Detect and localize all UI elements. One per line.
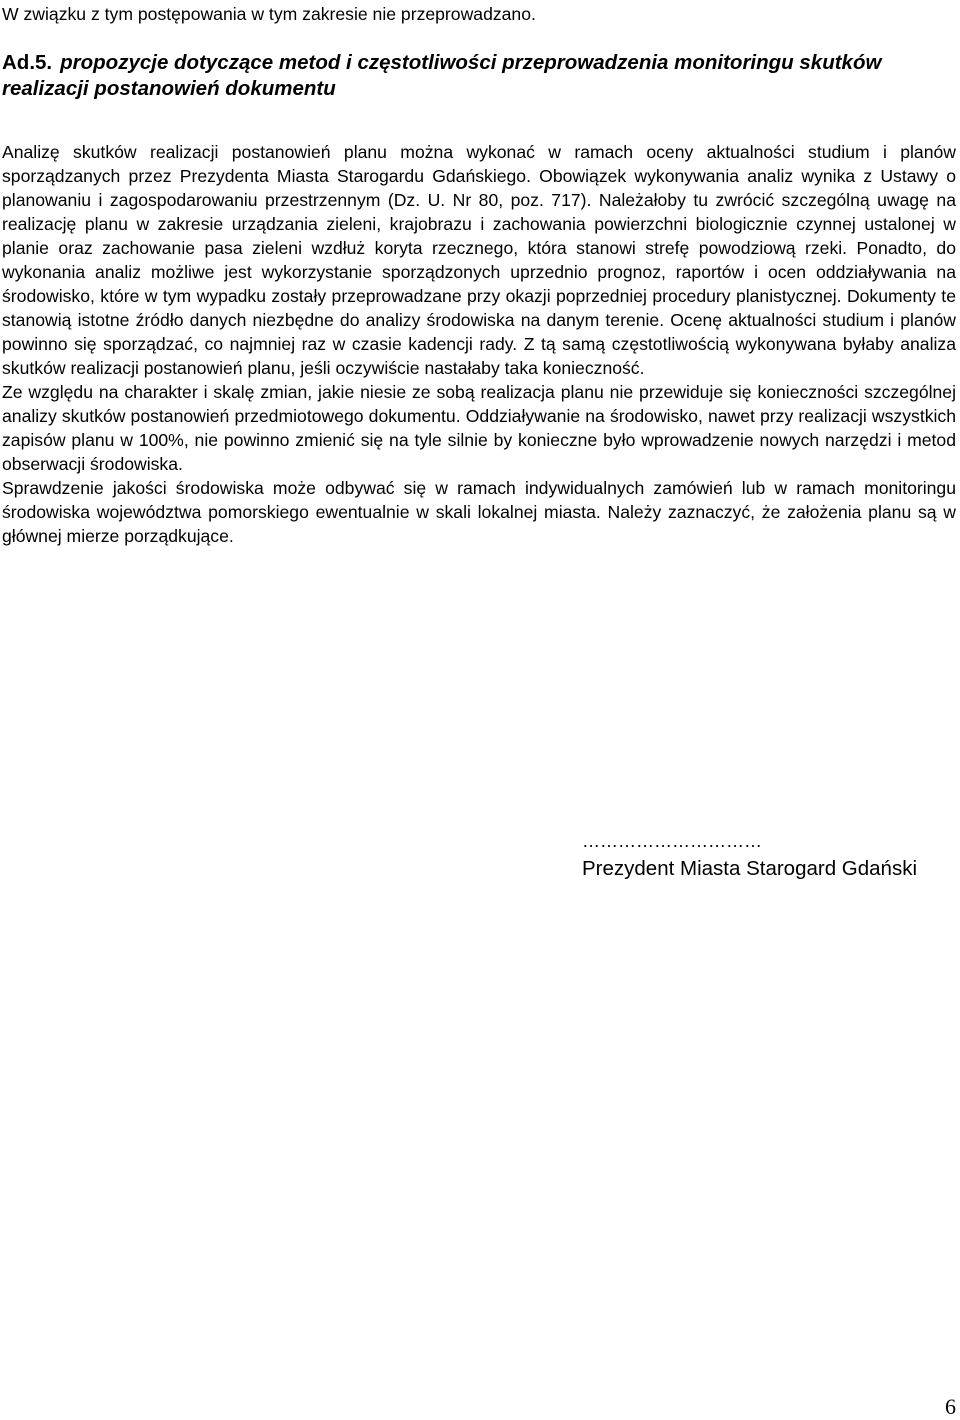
- signature-line: …………………………: [582, 831, 762, 851]
- paragraph-1: Analizę skutków realizacji postanowień planu można wykonać w ramach oceny aktualności studium i planów sporządzanych przez Prezydenta Miasta Starogardu Gdańskiego. Obowiązek wykonywania analiz wynika z Ustawy o planowaniu i zagospodarowaniu przestrzennym (Dz. U. Nr 80, poz. 717). Należałoby tu zwrócić szczególną uwagę na realizację planu w zakresie urządzania zieleni, krajobrazu i zachowania powierzchni biologicznie czynnej ustalonej w planie oraz zachowanie pasa zieleni wzdłuż koryta rzecznego, która stanowi strefę powodziową rzeki. Ponadto, do wykonania analiz możliwe jest wykorzystanie sporządzonych uprzednio prognoz, raportów i ocen oddziaływania na środowisko, które w tym wypadku zostały przeprowadzane przy okazji poprzedniej procedury planistycznej. Dokumenty te stanowią istotne źródło danych niezbędne do analizy środowiska na danym terenie. Ocenę aktualności studium i planów powinno się sporządzać, co najmniej raz w czasie kadencji rady. Z tą samą częstotliwością wykonywana byłaby analiza skutków realizacji postanowień planu, jeśli oczywiście nastałaby taka konieczność.: [2, 142, 956, 378]
- section-heading: [2, 50, 956, 102]
- section-number: Ad.5.: [2, 51, 53, 74]
- signature-name: Prezydent Miasta Starogard Gdański: [582, 857, 917, 880]
- paragraph-3: Sprawdzenie jakości środowiska może odbywać się w ramach indywidualnych zamówień lub w ramach monitoringu środowiska województwa pomorskiego ewentualnie w skali lokalnej miasta. Należy zaznaczyć, że założenia planu są w głównej mierze porządkujące.: [2, 478, 956, 546]
- intro-line: W związku z tym postępowania w tym zakresie nie przeprowadzano.: [2, 4, 536, 24]
- paragraph-2: Ze względu na charakter i skalę zmian, jakie niesie ze sobą realizacja planu nie przewiduje się konieczności szczególnej analizy skutków postanowień przedmiotowego dokumentu. Oddziaływanie na środowisko, nawet przy realizacji wszystkich zapisów planu w 100%, nie powinno zmienić się na tyle silnie by konieczne było wprowadzenie nowych narzędzi i metod obserwacji środowiska.: [2, 382, 956, 474]
- section-body: [2, 140, 956, 548]
- section-title: propozycje dotyczące metod i częstotliwości przeprowadzenia monitoringu skutków realizacji postanowień dokumentu: [2, 51, 882, 100]
- page-number: 6: [945, 1394, 956, 1419]
